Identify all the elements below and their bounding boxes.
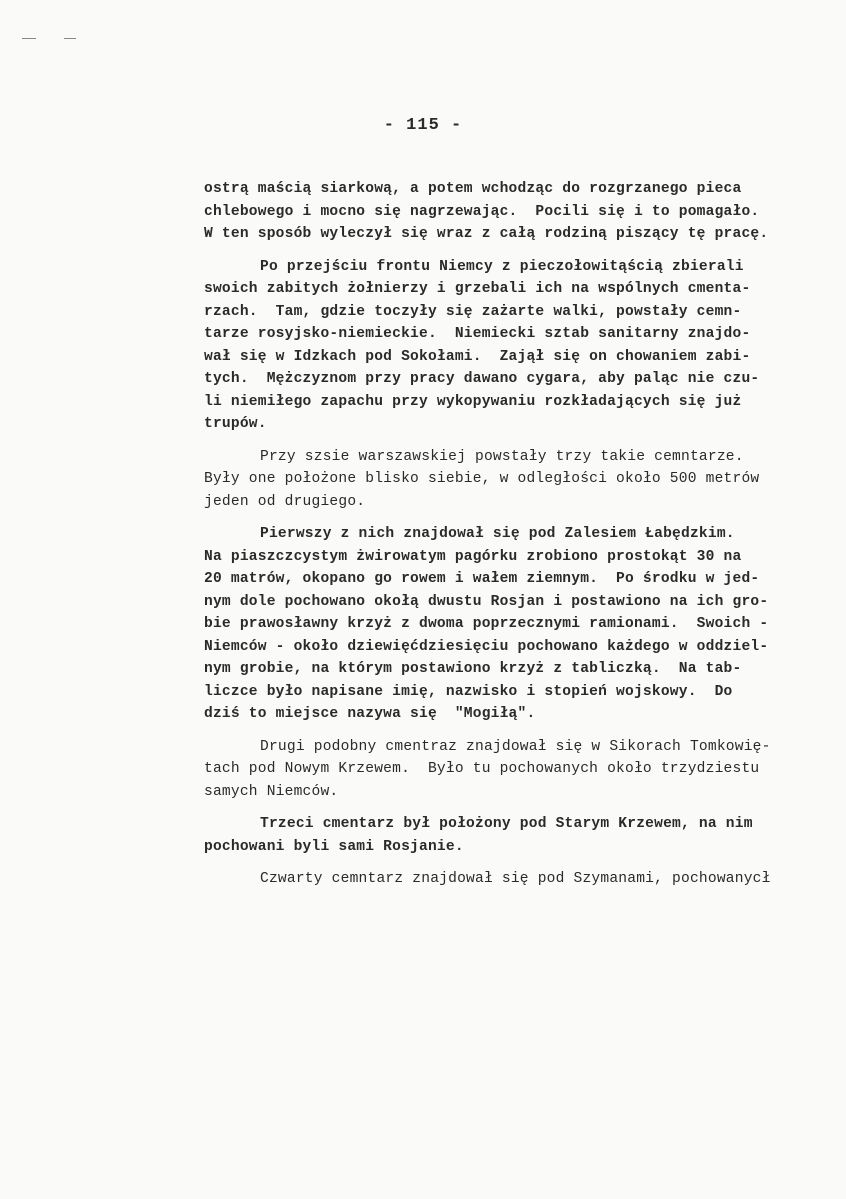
text-line: rzach. Tam, gdzie toczyły się zażarte walki, powstały cemn- [204, 303, 742, 320]
text-line: Na piaszczcystym żwirowatym pagórku zrobiono prostokąt 30 na [204, 548, 742, 565]
text-line: tach pod Nowym Krzewem. Było tu pochowanych około trzydziestu [204, 761, 760, 777]
text-line: tarze rosyjsko-niemieckie. Niemiecki sztab sanitarny znajdo- [204, 326, 751, 342]
scan-mark [22, 38, 36, 39]
text-line: li niemiłego zapachu przy wykopywaniu rozkładających się już [204, 393, 742, 410]
text-line: Drugi podobny cmentraz znajdował się w Sikorach Tomkowię- [260, 738, 771, 755]
text-line: Trzeci cmentarz był położony pod Starym Krzewem, na nim [260, 816, 753, 832]
text-line: Czwarty cemntarz znajdował się pod Szymanami, pochowanycł [260, 871, 771, 887]
text-line: pochowani byli sami Rosjanie. [204, 838, 464, 855]
text-line: dziś to miejsce nazywa się "Mogiłą". [204, 706, 536, 722]
body-text [204, 178, 804, 891]
text-line: wał się w Idzkach pod Sokołami. Zajął się on chowaniem zabi- [204, 348, 751, 365]
scan-mark [64, 38, 76, 39]
text-line: W ten sposób wyleczył się wraz z całą rodziną piszący tę pracę. [204, 226, 769, 242]
text-line: liczce było napisane imię, nazwisko i stopień wojskowy. Do [204, 683, 733, 700]
text-line: Po przejściu frontu Niemcy z pieczołowitąścią zbierali [260, 258, 744, 275]
text-line: jeden od drugiego. [204, 493, 366, 510]
text-line: Niemców - około dziewięćdziesięciu pochowano każdego w oddziel- [204, 638, 769, 655]
text-line: nym grobie, na którym postawiono krzyż z tabliczką. Na tab- [204, 661, 742, 677]
text-line: 20 matrów, okopano go rowem i wałem ziemnym. Po środku w jed- [204, 571, 760, 587]
text-line: tych. Mężczyznom przy pracy dawano cygara, aby paląc nie czu- [204, 371, 760, 387]
text-line: chlebowego i mocno się nagrzewając. Pocili się i to pomagało. [204, 203, 760, 220]
text-line: Przy szsie warszawskiej powstały trzy takie cemntarze. [260, 448, 744, 465]
page-number: - 115 - [383, 116, 463, 135]
text-line: trupów. [204, 416, 267, 432]
text-line: bie prawosławny krzyż z dwoma poprzecznymi ramionami. Swoich - [204, 616, 769, 632]
text-line: Pierwszy z nich znajdował się pod Zalesiem Łabędzkim. [260, 526, 735, 542]
text-line: Były one położone blisko siebie, w odległości około 500 metrów [204, 471, 760, 487]
text-line: samych Niemców. [204, 783, 339, 800]
text-line: swoich zabitych żołnierzy i grzebali ich na wspólnych cmenta- [204, 281, 751, 297]
text-line: ostrą maścią siarkową, a potem wchodząc do rozgrzanego pieca [204, 181, 742, 197]
text-line: nym dole pochowano okołą dwustu Rosjan i postawiono na ich gro- [204, 593, 769, 610]
